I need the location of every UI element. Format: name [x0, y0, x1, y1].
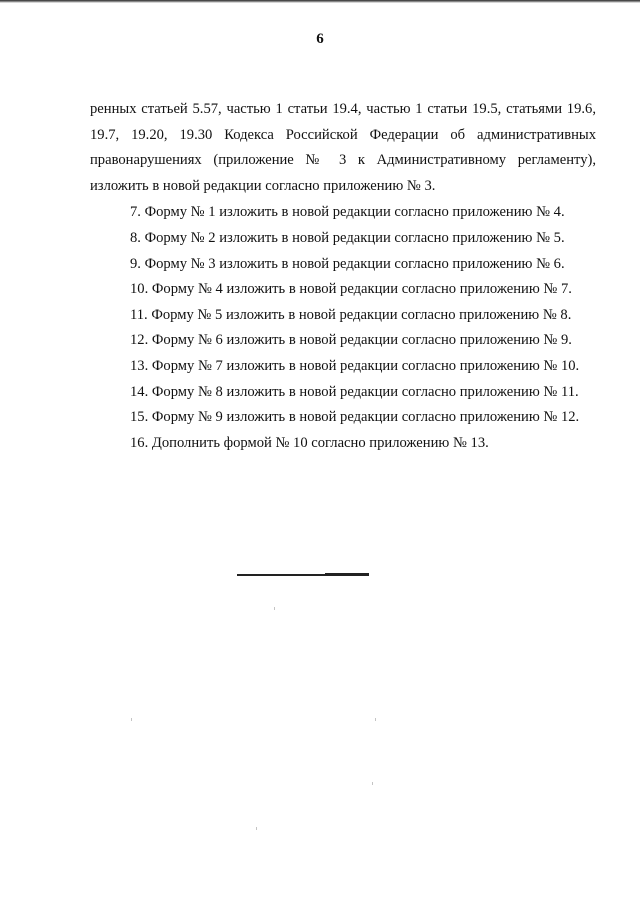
- scan-speck: [131, 718, 132, 721]
- scan-speck: [375, 718, 376, 721]
- scan-speck: [372, 782, 373, 785]
- document-body: [90, 97, 596, 456]
- scan-speck: [274, 607, 275, 610]
- list-item: 11. Форму № 5 изложить в новой редакции согласно приложению № 8.: [130, 306, 572, 323]
- list-item: 12. Форму № 6 изложить в новой редакции согласно приложению № 9.: [130, 332, 572, 349]
- list-item: 15. Форму № 9 изложить в новой редакции согласно приложению № 12.: [130, 409, 580, 426]
- list-item: 7. Форму № 1 изложить в новой редакции согласно приложению № 4.: [130, 204, 565, 221]
- scan-speck: [256, 827, 257, 830]
- page-number: 6: [316, 31, 324, 47]
- list-item: 8. Форму № 2 изложить в новой редакции согласно приложению № 5.: [130, 229, 565, 246]
- list-item: 14. Форму № 8 изложить в новой редакции согласно приложению № 11.: [130, 383, 579, 400]
- list-item: 10. Форму № 4 изложить в новой редакции согласно приложению № 7.: [130, 281, 572, 298]
- list-item: 13. Форму № 7 изложить в новой редакции согласно приложению № 10.: [130, 357, 580, 374]
- list-item: 9. Форму № 3 изложить в новой редакции согласно приложению № 6.: [130, 255, 565, 272]
- scan-top-edge: [0, 0, 640, 3]
- closing-rule: [237, 574, 369, 576]
- continuation-paragraph: ренных статьей 5.57, частью 1 статьи 19.4, частью 1 статьи 19.5, статьями 19.6, 19.7, 19.20, 19.30 Кодекса Российской Федерации об административных правонарушениях (приложение № 3 к Административному регламенту), изложить в новой редакции согласно приложению № 3.: [90, 101, 596, 194]
- list-item: 16. Дополнить формой № 10 согласно приложению № 13.: [130, 434, 489, 451]
